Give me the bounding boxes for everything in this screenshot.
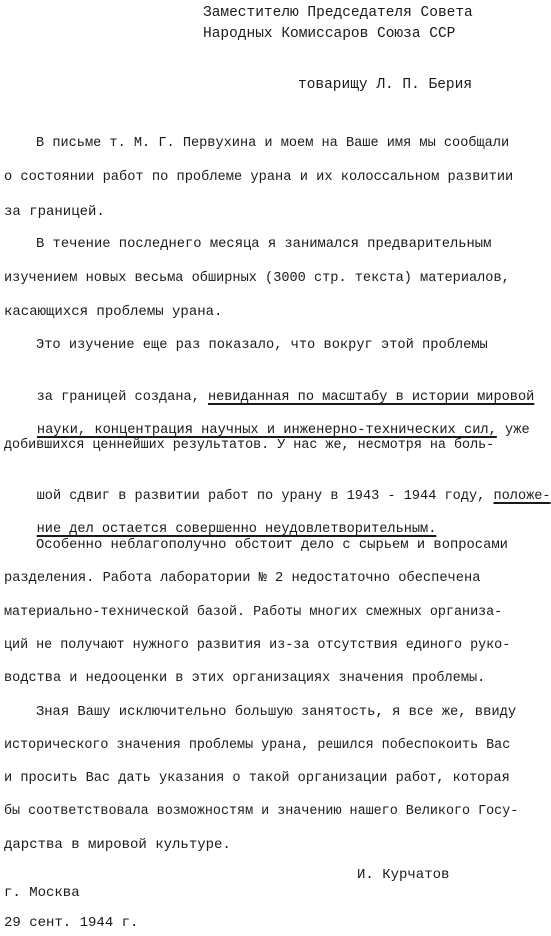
- addressee-line-2: Народных Комиссаров Союза ССР: [203, 26, 456, 42]
- underlined-phrase-4: ние дел остается совершенно неудовлетворительным.: [36, 522, 437, 537]
- paragraph-5-line-1: Зная Вашу исключительно большую занятость, я все же, ввиду: [36, 705, 517, 720]
- paragraph-2-line-1: В течение последнего месяца я занимался предварительным: [36, 237, 492, 252]
- paragraph-2-line-3: касающихся проблемы урана.: [4, 304, 223, 320]
- addressee-name: товарищу Л. П. Берия: [298, 77, 473, 93]
- signature: И. Курчатов: [357, 867, 450, 883]
- paragraph-4-line-4: ций не получают нужного развития из-за отсутствия единого руко-: [4, 638, 511, 653]
- paragraph-2-line-2: изучением новых весьма обширных (3000 стр. текста) материалов,: [4, 271, 510, 286]
- paragraph-4-line-5: водства и недооценки в этих организациях значения проблемы.: [4, 671, 486, 686]
- date: 29 сент. 1944 г.: [4, 915, 139, 931]
- place: г. Москва: [4, 885, 80, 901]
- paragraph-4-line-2: разделения. Работа лаборатории № 2 недостаточно обеспечена: [4, 571, 481, 586]
- paragraph-3-line-5-plain: шой сдвиг в развитии работ по урану в 1943 - 1944 году,: [36, 489, 494, 504]
- paragraph-3-line-1: Это изучение еще раз показало, что вокруг этой проблемы: [36, 338, 488, 353]
- underlined-phrase-3: положе-: [493, 489, 551, 504]
- underlined-phrase-1: невиданная по масштабу в истории мировой: [207, 390, 535, 405]
- paragraph-1-line-3: за границей.: [4, 204, 105, 220]
- paragraph-5-line-3: и просить Вас дать указания о такой организации работ, которая: [4, 771, 510, 786]
- paragraph-3-line-2-plain: за границей создана,: [36, 390, 208, 405]
- paragraph-5-line-4: бы соответствовала возможностям и значению нашего Великого Госу-: [4, 804, 519, 819]
- addressee-line-1: Заместителю Председателя Совета: [203, 5, 473, 21]
- paragraph-1-line-2: о состоянии работ по проблеме урана и их колоссальном развитии: [4, 170, 514, 185]
- paragraph-3-line-3-plain: уже: [496, 423, 530, 438]
- paragraph-3-line-4: добившихся ценнейших результатов. У нас же, несмотря на боль-: [4, 438, 495, 453]
- paragraph-5-line-2: исторического значения проблемы урана, решился побеспокоить Вас: [4, 738, 511, 753]
- paragraph-4-line-3: материально-технической базой. Работы многих смежных организа-: [4, 605, 503, 620]
- underlined-phrase-2: науки, концентрация научных и инженерно-технических сил,: [36, 423, 497, 438]
- paragraph-5-line-5: дарства в мировой культуре.: [4, 837, 231, 853]
- paragraph-1-line-1: В письме т. М. Г. Первухина и моем на Ваше имя мы сообщали: [36, 136, 510, 151]
- paragraph-4-line-1: Особенно неблагополучно обстоит дело с сырьем и вопросами: [36, 538, 508, 553]
